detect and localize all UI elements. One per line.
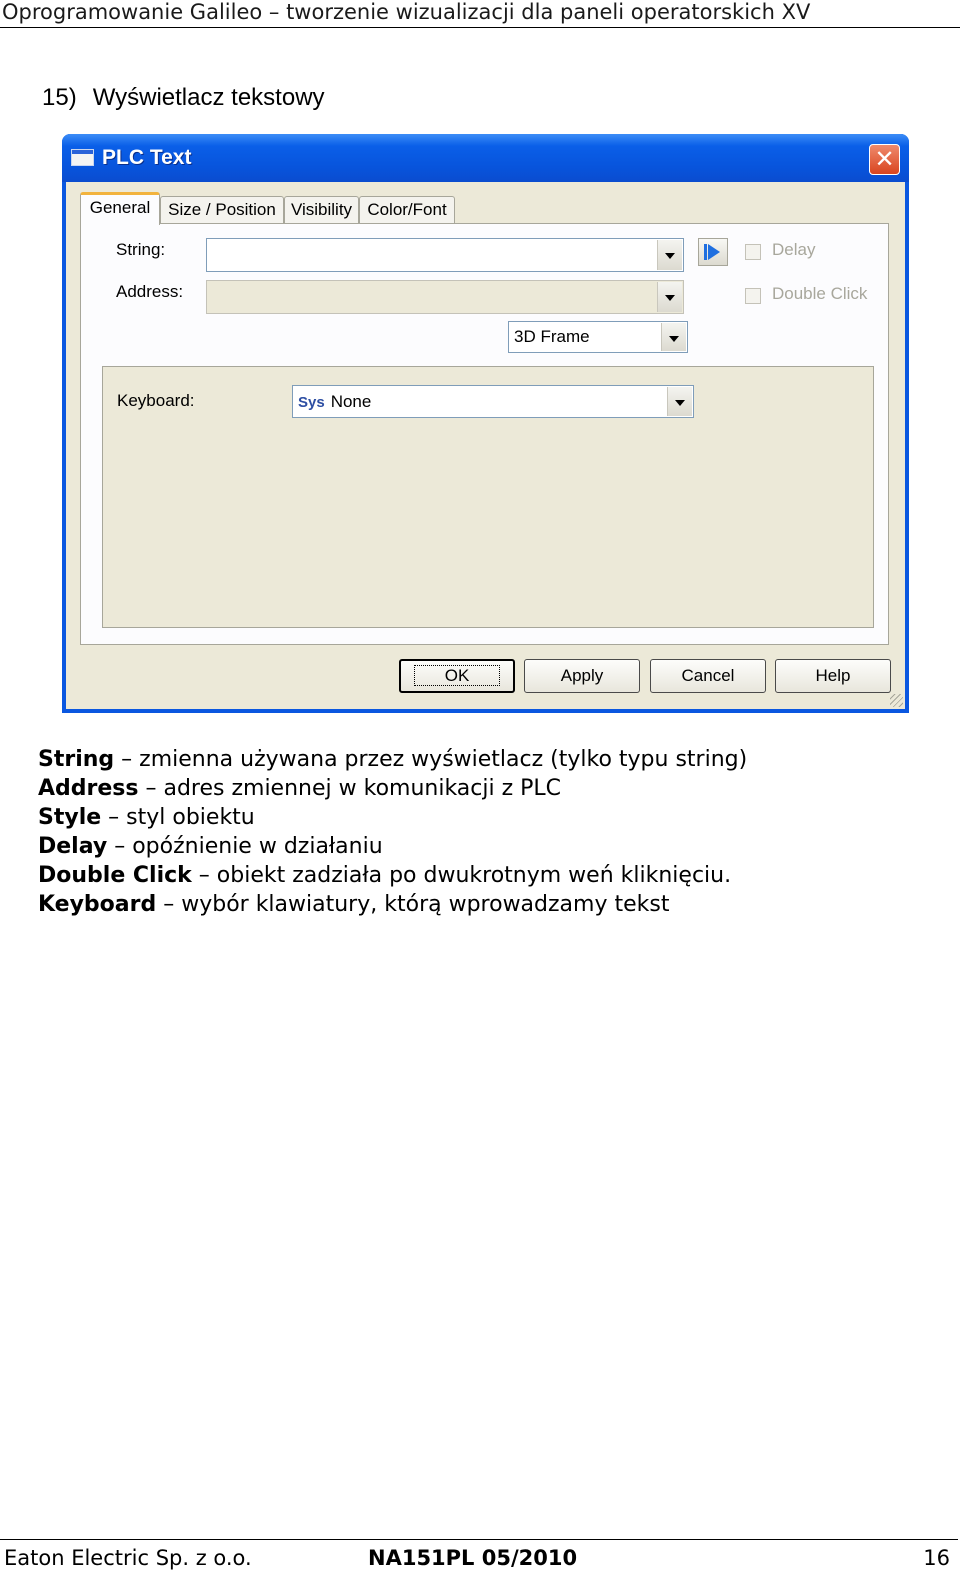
desc-text: – styl obiektu <box>101 805 255 830</box>
desc-term: Delay <box>38 834 108 859</box>
desc-text: – adres zmiennej w komunikacji z PLC <box>138 776 562 801</box>
tab-size-position[interactable]: Size / Position <box>160 196 284 223</box>
tab-color-font[interactable]: Color/Font <box>359 196 455 223</box>
chevron-down-icon[interactable] <box>657 240 682 270</box>
footer-document-id: NA151PL 05/2010 <box>368 1546 578 1570</box>
keyboard-sys-tag: Sys <box>298 394 325 411</box>
cancel-button[interactable]: Cancel <box>650 659 766 693</box>
desc-term: Style <box>38 805 102 830</box>
section-title <box>42 84 325 112</box>
apply-button[interactable]: Apply <box>524 659 640 693</box>
style-value: 3D Frame <box>514 327 590 346</box>
page-header: Oprogramowanie Galileo – tworzenie wizualizacji dla paneli operatorskich XV <box>0 0 960 28</box>
style-combo[interactable] <box>508 321 688 353</box>
double-click-label: Double Click <box>772 284 868 303</box>
tab-visibility[interactable]: Visibility <box>284 196 359 223</box>
desc-delay <box>38 832 918 861</box>
chevron-down-icon[interactable] <box>667 387 692 416</box>
keyboard-value-wrap <box>298 392 371 412</box>
desc-text: – wybór klawiatury, którą wprowadzamy tekst <box>156 892 670 917</box>
close-button[interactable] <box>869 144 900 175</box>
address-combo[interactable] <box>206 280 684 314</box>
delay-checkbox[interactable] <box>745 244 761 260</box>
desc-address <box>38 774 918 803</box>
desc-term: String <box>38 747 115 772</box>
desc-keyboard <box>38 890 918 919</box>
desc-double-click <box>38 861 918 890</box>
keyboard-group <box>102 366 874 628</box>
ok-button[interactable] <box>399 659 515 693</box>
desc-term: Address <box>38 776 139 801</box>
resize-grip[interactable] <box>890 694 903 707</box>
window-icon <box>71 149 94 166</box>
keyboard-combo[interactable] <box>292 385 694 418</box>
desc-string <box>38 745 918 774</box>
section-title-text: Wyświetlacz tekstowy <box>92 84 325 111</box>
field-descriptions <box>38 745 918 919</box>
close-icon: ✕ <box>874 145 895 173</box>
tab-general[interactable]: General <box>80 192 160 225</box>
keyboard-label: Keyboard: <box>117 391 195 410</box>
desc-text: – zmienna używana przez wyświetlacz (tylko typu string) <box>114 747 748 772</box>
plc-text-dialog <box>62 134 909 713</box>
footer-company: Eaton Electric Sp. z o.o. <box>4 1546 252 1570</box>
section-number: 15) <box>42 84 77 111</box>
keyboard-value: None <box>330 392 372 411</box>
double-click-checkbox[interactable] <box>745 288 761 304</box>
help-button[interactable]: Help <box>775 659 891 693</box>
string-label: String: <box>116 240 166 259</box>
desc-term: Keyboard <box>38 892 157 917</box>
desc-text: – obiekt zadziała po dwukrotnym weń kliknięciu. <box>191 863 732 888</box>
play-icon[interactable] <box>698 238 728 266</box>
delay-label: Delay <box>772 240 816 259</box>
footer-page-number: 16 <box>923 1546 950 1570</box>
page-footer <box>0 1539 958 1584</box>
string-combo[interactable] <box>206 238 684 272</box>
chevron-down-icon[interactable] <box>661 323 686 351</box>
chevron-down-icon[interactable] <box>657 282 682 312</box>
desc-style <box>38 803 918 832</box>
dialog-client <box>66 182 905 709</box>
dialog-title: PLC Text <box>102 146 192 169</box>
desc-text: – opóźnienie w działaniu <box>107 834 383 859</box>
general-tab-panel <box>80 223 889 645</box>
ok-button-label: OK <box>414 665 501 686</box>
address-label: Address: <box>116 282 184 301</box>
desc-term: Double Click <box>38 863 192 888</box>
dialog-titlebar[interactable] <box>62 134 909 182</box>
